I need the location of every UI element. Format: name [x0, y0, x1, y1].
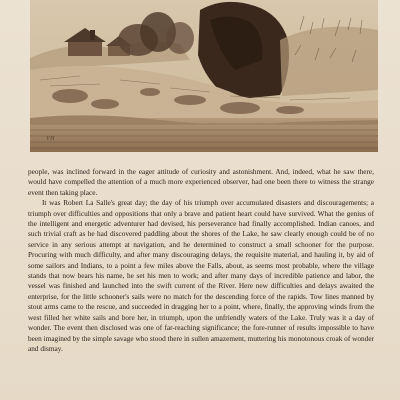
engraver-signature: VH	[46, 136, 55, 142]
engraving-illustration	[30, 0, 378, 152]
paragraph-2: It was Robert La Salle's great day; the day of his triumph over accumulated disasters and discouragements; a triumph over difficulties and oppositions that only a brave and patient heart could have survived. What the genius of the intelligent and energetic adventurer had devised, his perseverance had finally accomplished. Indian canoes, and such trivial craft as he had discovered paddling about the shores of the Lake, he saw clearly enough could be of no service in any serious attempt at navigation, and he determined to construct a small schooner for the purpose. Procuring with much difficulty, and after many discouraging delays, the requisite material, and hauling it, by aid of some sailors and Indians, to a point a few miles above the Falls, about, as seems most probable, where the village stands that now bears his name, he set his men to work; and after many days of incredible patience and labor, the vessel was finished and launched into the swift current of the River. Here new difficulties and delays awaited the enterprise, for the little schooner's sails were no match for the descending force of the rapids. Tow lines manned by stout arms came to the rescue, and succeeded in dragging her to a point, where, finally, the approving winds from the west filled her white sails and bore her, in triumph, upon the unfriendly waters of the Lake. Truly was it a day of wonder. The event then disclosed was one of far-reaching significance; the fore-runner of results impossible to have been imagined by the simple savage who stood there in sullen amazement, muttering his monotonous croak of wonder and dismay.	[28, 198, 374, 353]
body-text	[28, 167, 374, 354]
landscape-illustration-icon	[30, 0, 378, 152]
paragraph-1: people, was inclined forward in the eager attitude of curiosity and astonishment. And, indeed, what he saw there, would have compelled the attention of a much more experienced observer, had one been there to witness the strange event then taking place.	[28, 167, 374, 197]
